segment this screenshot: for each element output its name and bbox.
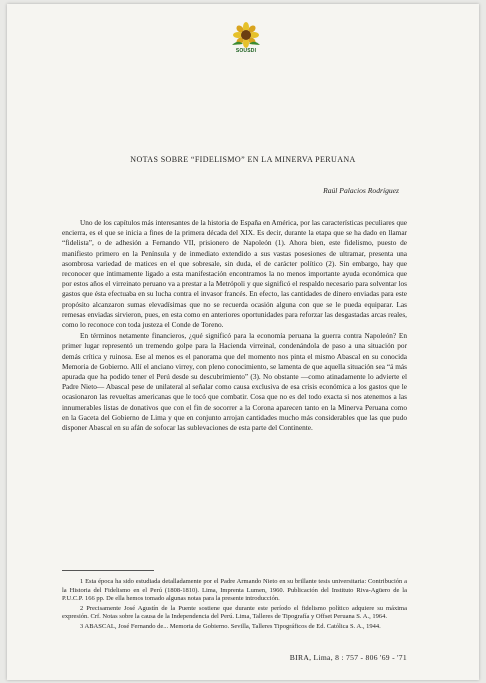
article-author: Raúl Palacios Rodríguez (323, 186, 399, 195)
body-paragraph: En términos netamente financieros, ¿qué significó para la economía peruana la guerra contra Napoleón? En primer lugar representó un tremendo golpe para la Hacienda virreinal, condenándola de paso a una situación por demás crítica y ruinosa. Ese al menos es el panorama que del momento nos pinta el mismo Abascal en su conocida Memoria de Gobierno. Allí el anciano virrey, con pleno conocimiento, se lamenta de que aquella situación sea “á más apurada que ha podido tener el Perú desde su descubrimiento” (3). No obstante —como atinadamente lo advierte el Padre Nieto— Abascal pese de unilateral al señalar como causa exclusiva de esa crisis económica a los gastos que le ocasionaron las revueltas americanas que le tocó que combatir. Cosa que no es del todo exacta si nos atenemos a las innumerables listas de donativos que con el fin de socorrer a la Corona aparecen tanto en la Minerva Peruana como en la Gaceta del Gobierno de Lima y que en conjunto arrojan cantidades mucho más considerables que las que pudo disponer Abascal en su afán de sofocar las sublevaciones de esta parte del Continente. (62, 331, 407, 433)
logo-text: SOUSDI (235, 48, 257, 54)
footnote: 3 ABASCAL, José Fernando de... Memoria de Gobierno. Sevilla, Talleres Tipográficos de Ed. Católica S. A., 1944. (80, 622, 381, 630)
body-paragraph: Uno de los capítulos más interesantes de la historia de España en América, por las características peculiares que encierra, es el que se inicia a fines de la primera década del XIX. Es decir, durante la etapa que se ha dado en llamar “fidelista”, o de adhesión a Fernando VII, prisionero de Napoleón (1). Ahora bien, este fidelismo, puesto de manifiesto primero en la Península y de inmediato extendido a sus vastas posesiones de ultramar, presenta una asombrosa variedad de matices en el que sobresale, sin duda, el de carácter político (2). Sin embargo, hay que reconocer que íntimamente ligado a esta manifestación encontramos la no menos importante ayuda económica que por estos años el virreinato peruano va a prestar a la Metrópoli y que significó el respaldo necesario para solventar los gastos que ésta efectuaba en su lucha contra el invasor francés. En efecto, las cantidades de dinero enviadas para este propósito alcanzaron sumas elevadísimas que no se recuerda ocasión alguna con que se le pueda equiparar. Las remesas enviadas sirvieron, pues, en esta como en anteriores oportunidades para reforzar las desgastadas arcas reales, como lo reconoce con toda justeza el Conde de Toreno. (62, 218, 407, 330)
footnote: 2 Precisamente José Agustín de la Puente sostiene que durante este período el fidelismo político adquiere su máxima expresión. Crf. Notas sobre la causa de la Independencia del Perú. Lima, Talleres de Tipografía y Offset Peruana S. A., 1964. (62, 604, 407, 621)
sunflower-icon (224, 22, 268, 48)
footnote-divider (62, 570, 154, 571)
footnotes (62, 578, 407, 633)
article-body (62, 218, 407, 433)
running-footer: BIRA, Lima, 8 : 757 - 806 '69 - '71 (289, 653, 407, 662)
sousdi-logo (224, 22, 268, 54)
article-title: NOTAS SOBRE “FIDELISMO” EN LA MINERVA PERUANA (130, 155, 356, 164)
document-page (7, 4, 479, 680)
footnote: 1 Esta época ha sido estudiada detalladamente por el Padre Armando Nieto en su brillante tesis universitaria: Contribución a la Historia del Fidelismo en el Perú (1808-1810). Lima, Imprenta Lumen, 1960. Publicación del Instituto Riva-Agüero de la P.U.C.P. 166 pp. De ella hemos tomado algunas notas para la presente introducción. (62, 578, 407, 603)
